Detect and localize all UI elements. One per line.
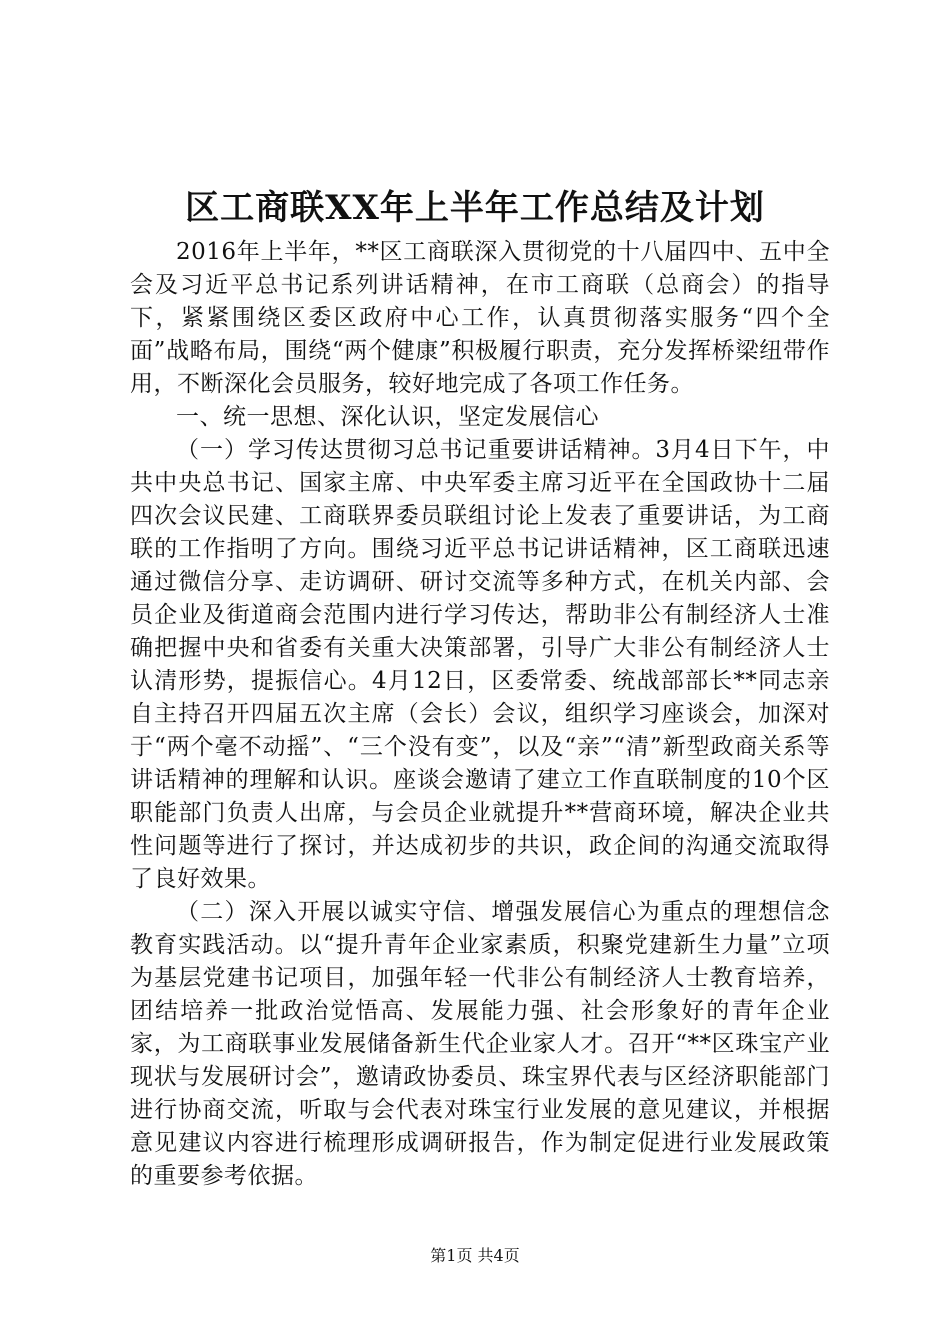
section-heading: 一、统一思想、深化认识，坚定发展信心: [176, 404, 599, 430]
body-paragraph: （一）学习传达贯彻习总书记重要讲话精神。3月4日下午，中共中央总书记、国家主席、中央军委主席习近平在全国政协十二届四次会议民建、工商联界委员联组讨论上发表了重要讲话，为工商联的工作指明了方向。围绕习近平总书记讲话精神，区工商联迅速通过微信分享、走访调研、研讨交流等多种方式，在机关内部、会员企业及街道商会范围内进行学习传达，帮助非公有制经济人士准确把握中央和省委有关重大决策部署，引导广大非公有制经济人士认清形势，提振信心。4月12日，区委常委、统战部部长**同志亲自主持召开四届五次主席（会长）会议，组织学习座谈会，加深对于“两个毫不动摇”、“三个没有变”，以及“亲”“清”新型政商关系等讲话精神的理解和认识。座谈会邀请了建立工作直联制度的10个区职能部门负责人出席，与会员企业就提升**营商环境，解决企业共性问题等进行了探讨，并达成初步的共识，政企间的沟通交流取得了良好效果。: [130, 437, 830, 892]
intro-paragraph: 2016年上半年，**区工商联深入贯彻党的十八届四中、五中全会及习近平总书记系列讲话精神，在市工商联（总商会）的指导下，紧紧围绕区委区政府中心工作，认真贯彻落实服务“四个全面”战略布局，围绕“两个健康”积极履行职责，充分发挥桥梁纽带作用，不断深化会员服务，较好地完成了各项工作任务。: [130, 239, 830, 397]
document-title: 区工商联XX年上半年工作总结及计划: [185, 188, 765, 228]
document-body: [130, 236, 830, 1193]
page-number: 第1页 共4页: [430, 1246, 520, 1265]
body-paragraph: （二）深入开展以诚实守信、增强发展信心为重点的理想信念教育实践活动。以“提升青年企业家素质，积聚党建新生力量”立项为基层党建书记项目，加强年轻一代非公有制经济人士教育培养，团结培养一批政治觉悟高、发展能力强、社会形象好的青年企业家，为工商联事业发展储备新生代企业家人才。召开“**区珠宝产业现状与发展研讨会”，邀请政协委员、珠宝界代表与区经济职能部门进行协商交流，听取与会代表对珠宝行业发展的意见建议，并根据意见建议内容进行梳理形成调研报告，作为制定促进行业发展政策的重要参考依据。: [130, 899, 830, 1189]
